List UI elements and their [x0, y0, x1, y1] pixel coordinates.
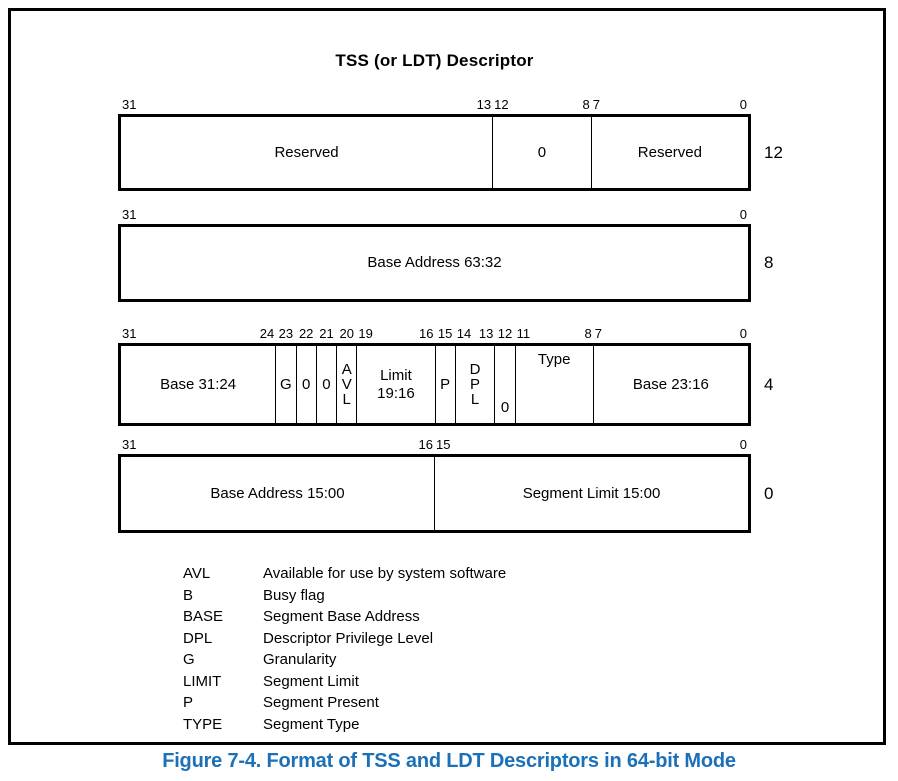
field-0: 0 — [492, 117, 591, 188]
bit-number-low: 13 — [478, 326, 494, 341]
field-p: P — [435, 346, 455, 423]
descriptor-diagram — [118, 97, 783, 533]
bit-number-low: 8 — [584, 326, 592, 341]
bit-number-low: 24 — [259, 326, 275, 341]
field-reserved: Reserved — [274, 143, 339, 161]
dword-cells — [118, 114, 751, 191]
bit-number-high: 7 — [592, 97, 600, 112]
dword-cells — [118, 343, 751, 426]
field-reserved: Reserved — [591, 117, 748, 188]
bit-number-row — [118, 97, 751, 114]
bit-number-high: 31 — [122, 437, 137, 452]
legend-definition: Segment Type — [263, 715, 360, 733]
dword-cells — [118, 224, 751, 302]
legend-term: DPL — [183, 629, 213, 647]
bit-number-label — [515, 326, 593, 343]
descriptor-row-offset-4 — [118, 326, 774, 426]
bit-number-low: 16 — [419, 326, 434, 341]
bit-number-row — [118, 207, 751, 224]
field-base-address-63-32: Base Address 63:32 — [367, 254, 502, 271]
legend-definition: Available for use by system software — [263, 565, 507, 582]
legend-term: BASE — [183, 608, 224, 625]
legend-row-base — [183, 606, 883, 628]
bit-number-label — [356, 326, 434, 343]
legend-term: TYPE — [183, 715, 223, 733]
dword-box — [118, 224, 774, 302]
legend-row-b — [183, 585, 883, 607]
field-0: 0 — [296, 346, 316, 423]
field-base-address-15-00: Base Address 15:00 — [210, 484, 345, 502]
legend-definition: Segment Present — [263, 694, 379, 711]
bit-number-high: 31 — [122, 207, 137, 222]
bit-number-label — [316, 326, 336, 343]
bit-number-label — [121, 437, 434, 454]
bit-number-row — [118, 437, 751, 454]
legend-row-g — [183, 649, 883, 671]
bit-number: 22 — [298, 326, 314, 341]
bit-number-label — [435, 326, 455, 343]
bit-number-low: 16 — [418, 437, 433, 452]
figure-caption: Figure 7-4. Format of TSS and LDT Descriptors in 64-bit Mode — [162, 750, 736, 772]
bit-number-high: 31 — [122, 326, 137, 341]
legend-definition: Granularity — [263, 651, 337, 668]
bit-number-low: 13 — [476, 97, 492, 112]
bit-number-high: 11 — [516, 326, 531, 341]
bit-number-label — [494, 326, 514, 343]
field-type: Type — [515, 346, 593, 423]
bit-number-high: 7 — [594, 326, 602, 341]
bit-number-label — [336, 326, 356, 343]
dword-box — [118, 454, 774, 533]
bit-number-row — [118, 326, 751, 343]
field-base-23-16: Base 23:16 — [593, 346, 748, 423]
bit-number-label — [275, 326, 295, 343]
dword-cells — [118, 454, 751, 533]
bit-number-low: 0 — [739, 97, 747, 112]
figure-frame — [8, 8, 886, 745]
field-limit-19-16: Limit 19:16 — [356, 346, 434, 423]
descriptor-row-offset-8 — [118, 207, 774, 302]
bit-number-low: 0 — [739, 207, 747, 222]
legend-term: B — [183, 586, 194, 604]
legend-definition: Descriptor Privilege Level — [263, 629, 434, 647]
bit-number-label — [121, 207, 748, 224]
legend-definition: Segment Limit — [263, 672, 359, 690]
descriptor-row-offset-0 — [118, 437, 774, 533]
bit-number-low: 0 — [739, 326, 747, 341]
bit-number-label — [455, 326, 495, 343]
legend-row-dpl — [183, 628, 883, 650]
legend-term: AVL — [183, 565, 211, 582]
legend-row-type — [183, 714, 883, 736]
legend-row-avl — [183, 563, 883, 585]
legend-definition: Busy flag — [263, 586, 325, 604]
bit-number-low: 0 — [739, 437, 747, 452]
bit-number-label — [296, 326, 316, 343]
figure-title: TSS (or LDT) Descriptor — [335, 51, 534, 70]
bit-number: 12 — [497, 326, 513, 341]
byte-offset-label: 0 — [764, 483, 774, 503]
bit-number: 23 — [278, 326, 294, 341]
field-0: 0 — [316, 346, 336, 423]
legend-term: P — [183, 694, 194, 711]
legend-definition: Segment Base Address — [263, 608, 420, 625]
legend-term: LIMIT — [183, 672, 222, 690]
field-g: G — [275, 346, 295, 423]
field-base-31-24: Base 31:24 — [160, 375, 237, 393]
bit-number-label — [121, 97, 492, 114]
field-0: 0 — [494, 346, 514, 423]
bit-number-high: 15 — [436, 437, 451, 452]
bit-number-label — [492, 97, 591, 114]
legend — [183, 563, 883, 735]
bit-number-label — [591, 97, 748, 114]
legend-row-p — [183, 692, 883, 714]
legend-row-limit — [183, 671, 883, 693]
bit-number: 20 — [339, 326, 354, 341]
bit-number-high: 31 — [122, 97, 137, 112]
dword-box — [118, 343, 774, 426]
byte-offset-label: 8 — [764, 253, 774, 272]
legend-term: G — [183, 651, 195, 668]
field-avl: A V L — [336, 346, 356, 423]
dword-box — [118, 114, 783, 191]
bit-number-label — [121, 326, 275, 343]
field-dpl: D P L — [455, 346, 495, 423]
bit-number-high: 14 — [456, 326, 472, 341]
bit-number-high: 12 — [494, 97, 509, 112]
descriptor-row-offset-12 — [118, 97, 783, 191]
bit-number-low: 8 — [582, 97, 590, 112]
bit-number: 15 — [437, 326, 453, 341]
byte-offset-label: 4 — [764, 374, 774, 394]
bit-number: 21 — [319, 326, 334, 341]
bit-number-high: 19 — [358, 326, 373, 341]
bit-number-label — [434, 437, 748, 454]
byte-offset-label: 12 — [764, 142, 783, 162]
bit-number-label — [593, 326, 748, 343]
field-segment-limit-15-00: Segment Limit 15:00 — [434, 457, 748, 530]
